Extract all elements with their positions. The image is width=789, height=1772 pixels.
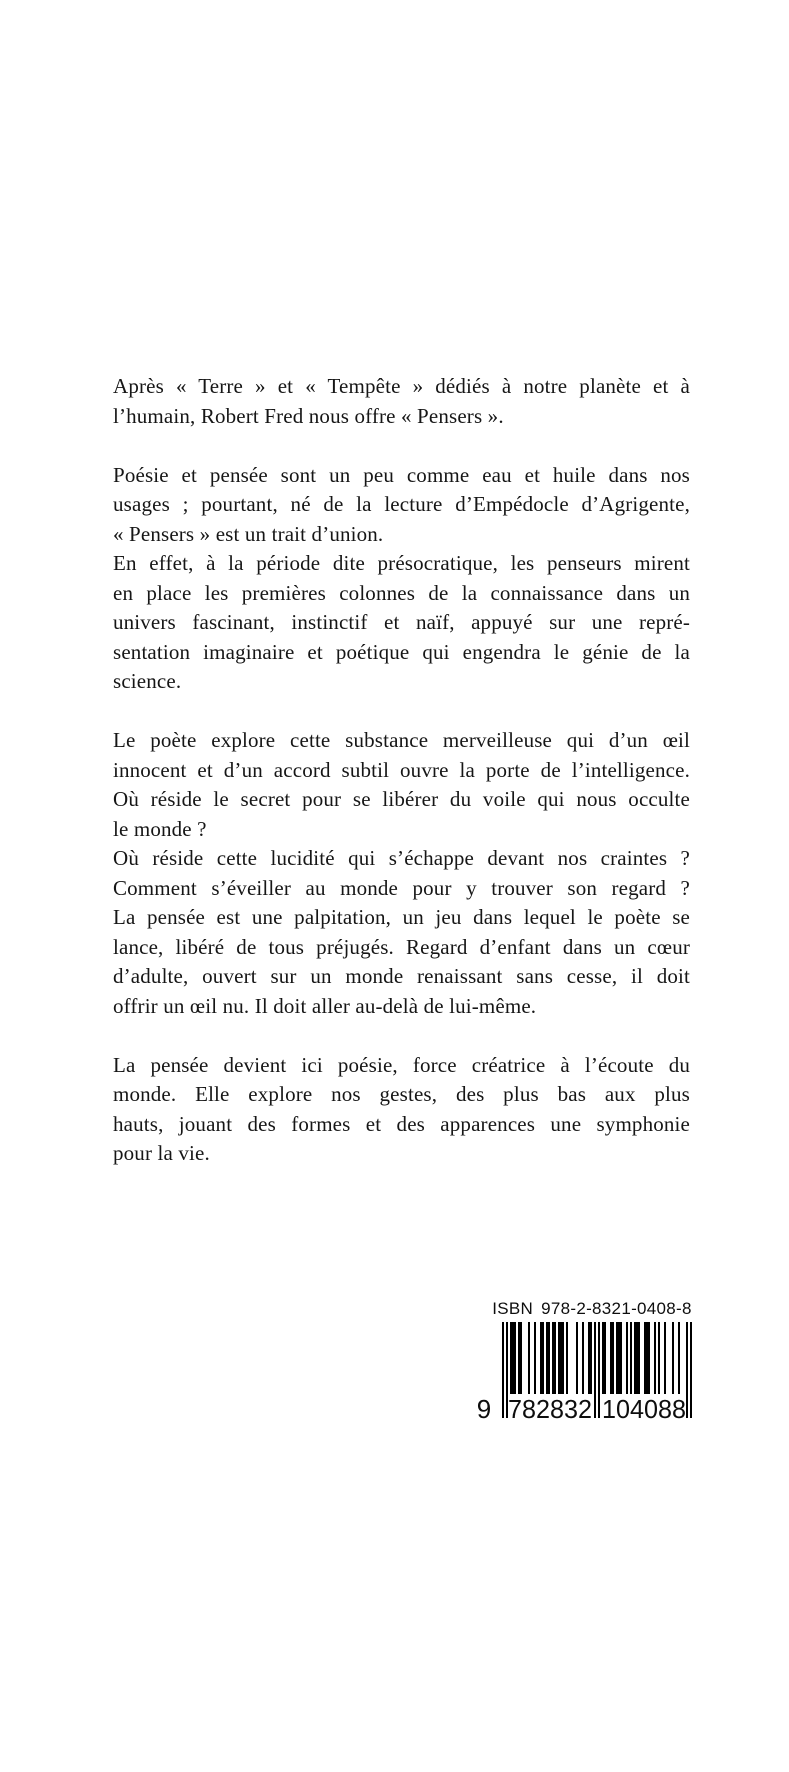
text-line: Où réside cette lucidité qui s’échappe devant nos craintes ? [113,846,690,870]
paragraph [113,461,690,697]
text-line: pour la vie. [113,1141,210,1165]
paragraph [113,726,690,1021]
isbn-label [474,1298,710,1319]
text-line: Après « Terre » et « Tempête » dédiés à notre planète et à [113,374,690,398]
text-line: Poésie et pensée sont un peu comme eau et huile dans nos [113,462,690,487]
paragraph [113,372,690,431]
isbn-prefix: ISBN [492,1299,534,1318]
ean13-barcode [474,1322,710,1422]
text-line: La pensée devient ici poésie, force créatrice à l’écoute du [113,1052,690,1077]
text-line: La pensée est une palpitation, un jeu dans lequel le poète se [113,905,690,929]
text-line: « Pensers » est un trait d’union. [113,521,384,546]
text-line: hauts, jouant des formes et des apparences une symphonie [113,1111,690,1136]
text-line: offrir un œil nu. Il doit aller au-delà de lui-même. [113,993,537,1018]
paragraph [113,1051,690,1169]
text-line: l’humain, Robert Fred nous offre « Pensers ». [113,403,504,428]
isbn-number: 978-2-8321-0408-8 [541,1299,692,1318]
text-line: univers fascinant, instinctif et naïf, appuyé sur une repré- [113,610,690,634]
text-line: le monde ? [113,816,207,841]
back-cover-text [113,372,690,1169]
text-line: usages ; pourtant, né de la lecture d’Empédocle d’Agrigente, [113,492,690,516]
text-line: science. [113,669,182,693]
text-line: monde. Elle explore nos gestes, des plus bas aux plus [113,1082,690,1106]
text-line: En effet, à la période dite présocratique, les penseurs mirent [113,551,690,575]
text-line: Comment s’éveiller au monde pour y trouver son regard ? [113,875,690,900]
text-line: d’adulte, ouvert sur un monde renaissant sans cesse, il doit [113,964,690,988]
text-line: en place les premières colonnes de la connaissance dans un [113,580,690,605]
text-line: lance, libéré de tous préjugés. Regard d’enfant dans un cœur [113,934,690,959]
text-line: innocent et d’un accord subtil ouvre la porte de l’intelligence. [113,757,690,782]
barcode-digits-right: 104088 [602,1394,686,1422]
text-line: Le poète explore cette substance merveilleuse qui d’un œil [113,728,690,752]
barcode-digits-left: 782832 [508,1394,592,1422]
text-line: Où réside le secret pour se libérer du voile qui nous occulte [113,787,690,811]
barcode-digit-first: 9 [476,1394,492,1422]
text-line: sentation imaginaire et poétique qui engendra le génie de la [113,639,690,664]
